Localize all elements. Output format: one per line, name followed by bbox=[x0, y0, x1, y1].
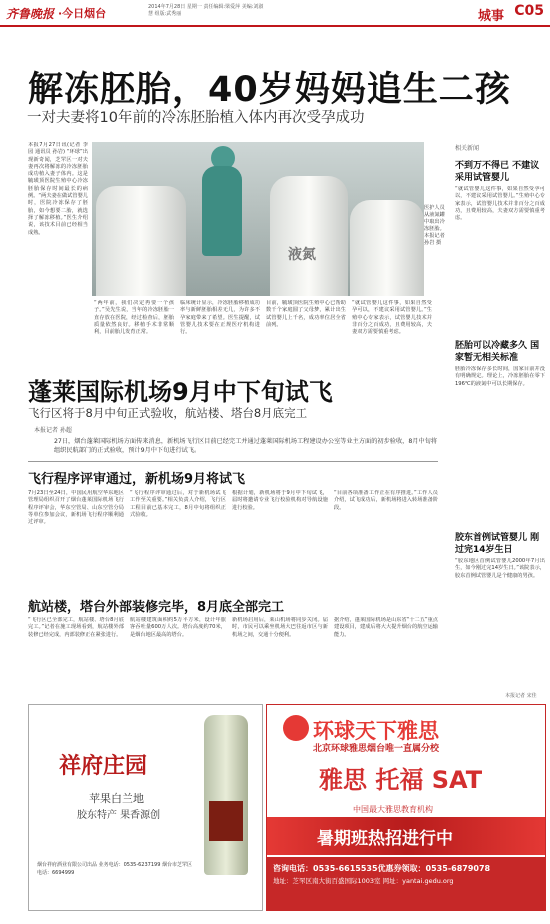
contact-phone: 咨询电话：0535-6615535优惠券领取：0535-6879078 bbox=[273, 864, 491, 873]
airport-section-2-title: 航站楼，塔台外部装修完毕，8月底全部完工 bbox=[28, 600, 285, 615]
liquor-tagline-2: 胶东特产 果香源创 bbox=[77, 810, 161, 821]
tank-label: 液氮 bbox=[288, 247, 316, 263]
edition-name: ·今日烟台 bbox=[58, 7, 107, 20]
page-number: C05 bbox=[514, 3, 544, 19]
airport-s1-col-2: “飞行程序评审通过后，对于新机场试飞工作至关重要。”相关负责人介绍，飞行区工程目前已基本完工，8月中旬将组织正式验收。 bbox=[130, 490, 226, 518]
airport-s2-col-4: 据介绍，蓬莱国际机场是山东省“十二五”重点建设项目，建成后将大大提升烟台的航空运输能力。 bbox=[334, 617, 438, 638]
sidebar-title-3: 胶东首例试管婴儿 刚过完14岁生日 bbox=[455, 533, 540, 555]
globe-logo-icon bbox=[283, 715, 309, 741]
sidebar-title-2: 胚胎可以冷藏多久 国家暂无相关标准 bbox=[455, 341, 540, 363]
doctor-figure bbox=[202, 166, 242, 256]
airport-byline: 本报记者 孙超 bbox=[34, 427, 72, 434]
related-news-tag: 相关新闻 bbox=[455, 145, 480, 152]
lead-column-3: 临床统计显示，冷冻胚胎移植成功率与新鲜胚胎相差无几，为许多不孕家庭带来了希望。医生提醒，试管婴儿技术要在正规医疗机构进行。 bbox=[180, 300, 260, 336]
lead-column-4: 目前，毓璜顶医院生殖中心已帮助数千个家庭圆了父母梦，累计出生试管婴儿上千名，成功率位居全省前列。 bbox=[266, 300, 346, 328]
liquor-brand-logo: 祥府庄园 bbox=[59, 753, 148, 779]
sidebar-body-2: 胚胎冷冻保存多长时间，国家目前并没有明确规定。理论上，冷冻胚胎在零下196℃的液氮中可以长期保存。 bbox=[455, 366, 545, 387]
course-names: 雅思 托福 SAT bbox=[319, 766, 483, 794]
ielts-advertisement[interactable] bbox=[266, 704, 546, 911]
sidebar-body-3: “胶东地区首例试管婴儿2000年7月出生，如今刚过完14岁生日。”该院表示，胶东首例试管婴儿是个健康的男孩。 bbox=[455, 558, 545, 579]
nitrogen-tank bbox=[96, 186, 186, 296]
sidebar-body-1: “就试管婴儿这件事，如果自然受孕可以，不建议采用试管婴儿。”生殖中心专家表示，试管婴儿技术并非百分之百成功，且费用较高，夫妻双方需要慎重考虑。 bbox=[455, 186, 545, 222]
promo-text: 暑期班热招进行中 bbox=[317, 829, 453, 849]
school-subtitle: 北京环球雅思烟台唯一直属分校 bbox=[313, 744, 440, 754]
bottle-label bbox=[209, 801, 243, 841]
airport-s1-col-4: “目前各项准备工作正在有序推进。”工作人员介绍，试飞成功后，新机场将进入转场准备阶段。 bbox=[334, 490, 438, 511]
lead-subhead: 一对夫妻将10年前的冷冻胚胎植入体内再次受孕成功 bbox=[27, 110, 365, 126]
lead-column-1: 本报7月27日讯(记者 李园 通讯员 孙岩) “环球”出现新奇闻，芝罘区一对夫妻再次将解冻的冷冻胚胎成功植入妻子体内。这是毓璜顶医院生殖中心冷冻胚胎保存时间最长的病例。“两夫妻在做试管婴儿时，医院冷冻保存了胚胎，如今想要二胎，就选择了解冻移植。”医生介绍说，该技术目前已经相当成熟。 bbox=[28, 142, 88, 236]
nitrogen-tank bbox=[270, 176, 348, 296]
lead-column-2: “两年前，我们决定再要一个孩子。”吴先生说，当年的冷冻胚胎一直存放在医院，经过检查后，胚胎质量依然良好。移植手术非常顺利，目前胎儿发育正常。 bbox=[94, 300, 174, 336]
airport-s1-col-3: 根据计划，新机场将于9月中下旬试飞，届时将邀请专业飞行校验机构对导航设施进行校验。 bbox=[232, 490, 328, 511]
bottle-image bbox=[204, 715, 248, 875]
nitrogen-tank bbox=[350, 200, 424, 296]
school-slogan: 中国最大雅思教育机构 bbox=[353, 805, 433, 814]
sidebar-title-1: 不到万不得已 不建议采用试管婴儿 bbox=[455, 161, 540, 183]
section-name: 城事 bbox=[477, 9, 504, 24]
airport-s2-col-1: “飞行区已全部完工，航站楼、塔台8月底完工。”记者在施工现场看到，航站楼外部装修已经完成，内部装修正在紧张进行。 bbox=[28, 617, 124, 638]
lead-headline: 解冻胚胎，40岁妈妈追生二孩 bbox=[28, 70, 511, 110]
airport-subhead: 飞行区将于8月中旬正式验收，航站楼、塔台8月底完工 bbox=[28, 406, 308, 420]
airport-headline: 蓬莱国际机场9月中下旬试飞 bbox=[28, 378, 333, 406]
issue-meta: 2014年7月28日 星期一 责任编辑:梁爱萍 美编:刘淑慧 组版:武秀丽 bbox=[148, 4, 264, 17]
contact-address: 地址：芝罘区南大街百盛国际1003室 网址：yantai.gedu.org bbox=[273, 877, 454, 885]
lead-column-5: “就试管婴儿这件事，如果自然受孕可以，不建议采用试管婴儿。”生殖中心专家表示，试管婴儿技术并非百分之百成功，且费用较高，夫妻双方需要慎重考虑。 bbox=[352, 300, 432, 336]
newspaper-brand: 齐鲁晚报 bbox=[6, 7, 55, 21]
airport-s2-col-2: 航站楼建筑面积约5万平方米，设计年旅客吞吐量600万人次。塔台高度约70米，是烟台地区最高的塔台。 bbox=[130, 617, 226, 638]
liquor-contact-info: 烟台祥府酒业有限公司出品 业务电话：0535-6237199 烟台市芝罘区 电话：6694999 bbox=[37, 862, 192, 876]
section-divider bbox=[28, 461, 438, 462]
photo-caption: 医护人员从液氮罐中取出冷冻胚胎。 本报记者 孙岩 摄 bbox=[424, 205, 445, 246]
airport-s1-col-1: 7月23日至24日，中国民用航空华东地区管理局组织召开了烟台蓬莱国际机场飞行程序评审会，华东空管局、山东空管分局等单位参加会议，新机场飞行程序顺利通过评审。 bbox=[28, 490, 124, 526]
liquor-advertisement[interactable] bbox=[28, 704, 263, 911]
page-header bbox=[0, 0, 550, 27]
airport-summary: 27日，烟台蓬莱国际机场方面传来消息，新机场飞行区目前已经完工并通过蓬莱国际机场工程建设办公室等业主方面的初步验收，8月中旬将组织民航部门的正式验收，预计9月中下旬进行试飞。 bbox=[54, 438, 438, 454]
school-name: 环球天下雅思 bbox=[313, 719, 439, 743]
airport-s2-col-3: 新机场启用后，莱山机场将同步关闭。届时，市民可以乘坐机场大巴往返市区与新机场之间，交通十分便利。 bbox=[232, 617, 328, 638]
liquor-tagline-1: 苹果白兰地 bbox=[89, 792, 144, 805]
airport-section-1-title: 飞行程序评审通过，新机场9月将试飞 bbox=[28, 472, 246, 487]
lead-photo bbox=[92, 142, 424, 296]
sidebar-byline: 本报记者 宋佳 bbox=[505, 693, 537, 699]
